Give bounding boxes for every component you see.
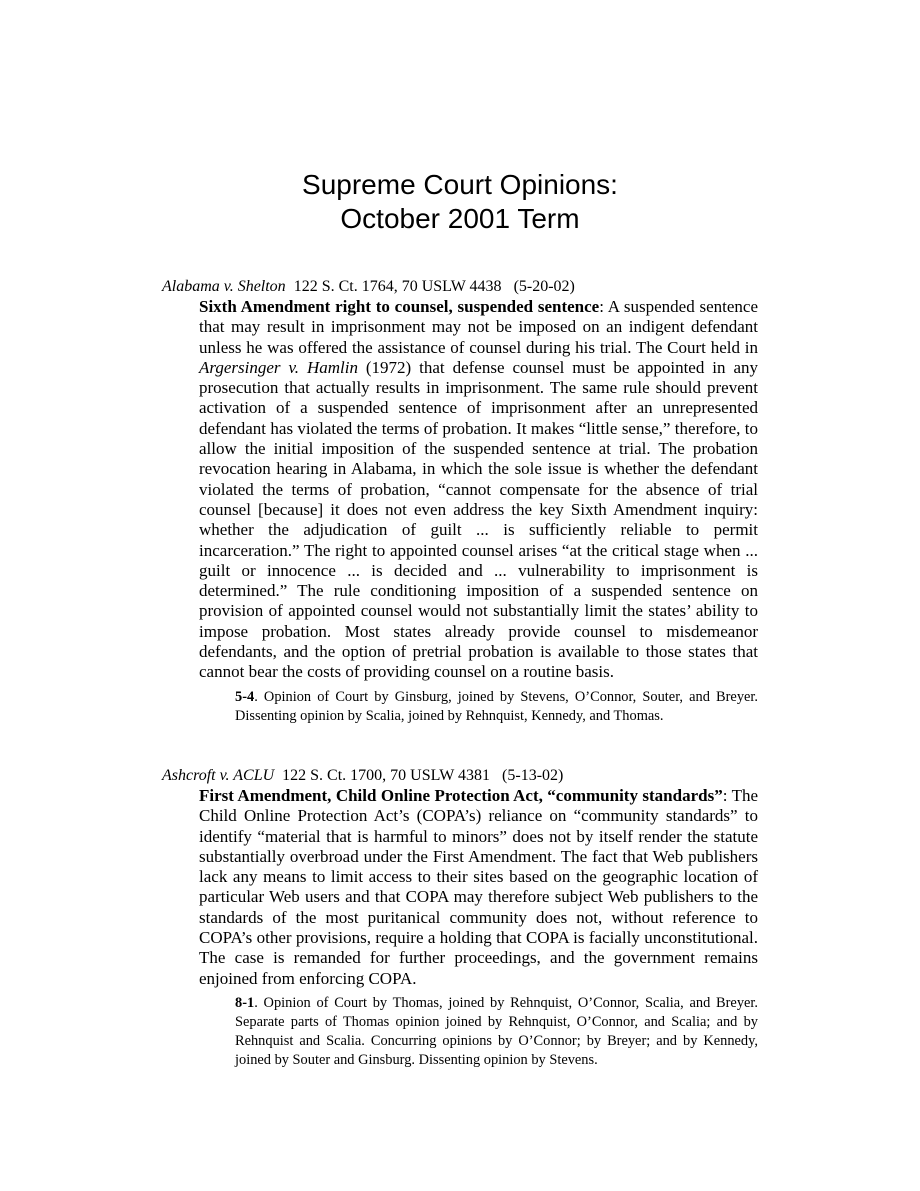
case-summary-text-part-1: A suspended sentence that may result in imprisonment may not be imposed on an indigent defendant unless he was offered the assistance of counsel during his trial. The Court held in [199, 297, 758, 357]
case-vote: 8-1. Opinion of Court by Thomas, joined by Rehnquist, O’Connor, Scalia, and Breyer. Separate parts of Thomas opinion joined by Rehnquist, O’Connor, and Scalia; and by Rehnquist and Scalia. Concurring opinions by O’Connor; by Breyer; and by Kennedy, joined by Souter and Ginsburg. Dissenting opinion by Stevens. [235, 994, 759, 1068]
vote-text: Opinion of Court by Ginsburg, joined by Stevens, O’Connor, Souter, and Breyer. Dissenting opinion by Scalia, joined by Rehnquist, Kennedy, and Thomas. [235, 688, 758, 724]
vote-text: Opinion of Court by Thomas, joined by Rehnquist, O’Connor, Scalia, and Breyer. Separate parts of Thomas opinion joined by Rehnquist, O’Connor, and Scalia; and by Rehnquist and Scalia. Concurring opinions by O’Connor; by Breyer; and by Kennedy, joined by Souter and Ginsburg. Dissenting opinion by Stevens. [235, 994, 759, 1068]
case-entry-alabama-v-shelton [162, 277, 758, 726]
page-title [0, 168, 920, 236]
page-title-line-2: October 2001 Term [340, 203, 580, 234]
case-vote: 5-4. Opinion of Court by Ginsburg, joined by Stevens, O’Connor, Souter, and Breyer. Dissenting opinion by Scalia, joined by Rehnquist, Kennedy, and Thomas. [235, 688, 758, 724]
case-summary-heading: First Amendment, Child Online Protection Act, “community standards” [199, 786, 723, 805]
case-summary-text [199, 297, 758, 681]
case-citation: 122 S. Ct. 1700, 70 USLW 4381 [282, 767, 491, 784]
case-entry-ashcroft-v-aclu [162, 766, 758, 1070]
cited-case-name: Argersinger v. Hamlin [199, 357, 358, 377]
case-name: Ashcroft v. ACLU [162, 767, 275, 784]
vote-tally: 5-4 [235, 688, 255, 705]
case-header [162, 766, 758, 786]
case-summary-text: The Child Online Protection Act’s (COPA’s) reliance on “community standards” to identify “material that is harmful to minors” does not by itself render the statute substantially overbroad under the First Amendment. The fact that Web publishers lack any means to limit access to their sites based on the geographic location of particular Web users and that COPA may therefore subject Web publishers to the standards of the most puritanical community does not, without reference to COPA’s other provisions, require a holding that COPA is facially unconstitutional. The case is remanded for further proceedings, and the government remains enjoined from enforcing COPA. [199, 786, 759, 988]
case-summary: First Amendment, Child Online Protection Act, “community standards”: The Child Online Protection Act’s (COPA’s) reliance on “community standards” to identify “material that is harmful to minors” does not by itself render the statute substantially overbroad under the First Amendment. The fact that Web publishers lack any means to limit access to their sites based on the geographic location of particular Web users and that COPA may therefore subject Web publishers to the standards of the most puritanical community does not, without reference to COPA’s other provisions, require a holding that COPA is facially unconstitutional. The case is remanded for further proceedings, and the government remains enjoined from enforcing COPA. [199, 786, 759, 988]
case-date: (5-13-02) [502, 767, 564, 784]
case-summary-text-part-2: (1972) that defense counsel must be appointed in any prosecution that actually results in imprisonment. The same rule should prevent activation of a suspended sentence of imprisonment after an unrepresented defendant has violated the terms of probation. It makes “little sense,” therefore, to allow the initial imposition of the suspended sentence at trial. The probation revocation hearing in Alabama, in which the sole issue is whether the defendant violated the terms of probation, “cannot compensate for the absence of trial counsel [because] it does not even address the key Sixth Amendment inquiry: whether the adjudication of guilt ... is sufficiently reliable to permit incarceration.” The right to appointed counsel arises “at the critical stage when ... guilt or innocence ... is decided and ... vulnerability to imprisonment is determined.” The rule conditioning imposition of a suspended sentence on provision of appointed counsel would not substantially limit the states’ ability to impose probation. Most states already provide counsel to misdemeanor defendants, and the option of pretrial probation is available to those states that cannot bear the costs of providing counsel on a routine basis. [199, 357, 758, 682]
case-summary-heading: Sixth Amendment right to counsel, suspended sentence [199, 297, 600, 316]
case-summary: Sixth Amendment right to counsel, suspended sentence: A suspended sentence that may result in imprisonment may not be imposed on an indigent defendant unless he was offered the assistance of counsel during his trial. The Court held in Argersinger v. Hamlin (1972) that defense counsel must be appointed in any prosecution that actually results in imprisonment. The same rule should prevent activation of a suspended sentence of imprisonment after an unrepresented defendant has violated the terms of probation. It makes “little sense,” therefore, to allow the initial imposition of the suspended sentence at trial. The probation revocation hearing in Alabama, in which the sole issue is whether the defendant violated the terms of probation, “cannot compensate for the absence of trial counsel [because] it does not even address the key Sixth Amendment inquiry: whether the adjudication of guilt ... is sufficiently reliable to permit incarceration.” The right to appointed counsel arises “at the critical stage when ... guilt or innocence ... is decided and ... vulnerability to imprisonment is determined.” The rule conditioning imposition of a suspended sentence on provision of appointed counsel would not substantially limit the states’ ability to impose probation. Most states already provide counsel to misdemeanor defendants, and the option of pretrial probation is available to those states that cannot bear the costs of providing counsel on a routine basis. [199, 297, 758, 682]
case-header [162, 277, 758, 297]
vote-tally: 8-1 [235, 994, 255, 1011]
case-date: (5-20-02) [513, 278, 575, 295]
case-citation: 122 S. Ct. 1764, 70 USLW 4438 [293, 278, 502, 295]
case-name: Alabama v. Shelton [162, 278, 286, 295]
page-title-line-1: Supreme Court Opinions: [302, 169, 618, 200]
